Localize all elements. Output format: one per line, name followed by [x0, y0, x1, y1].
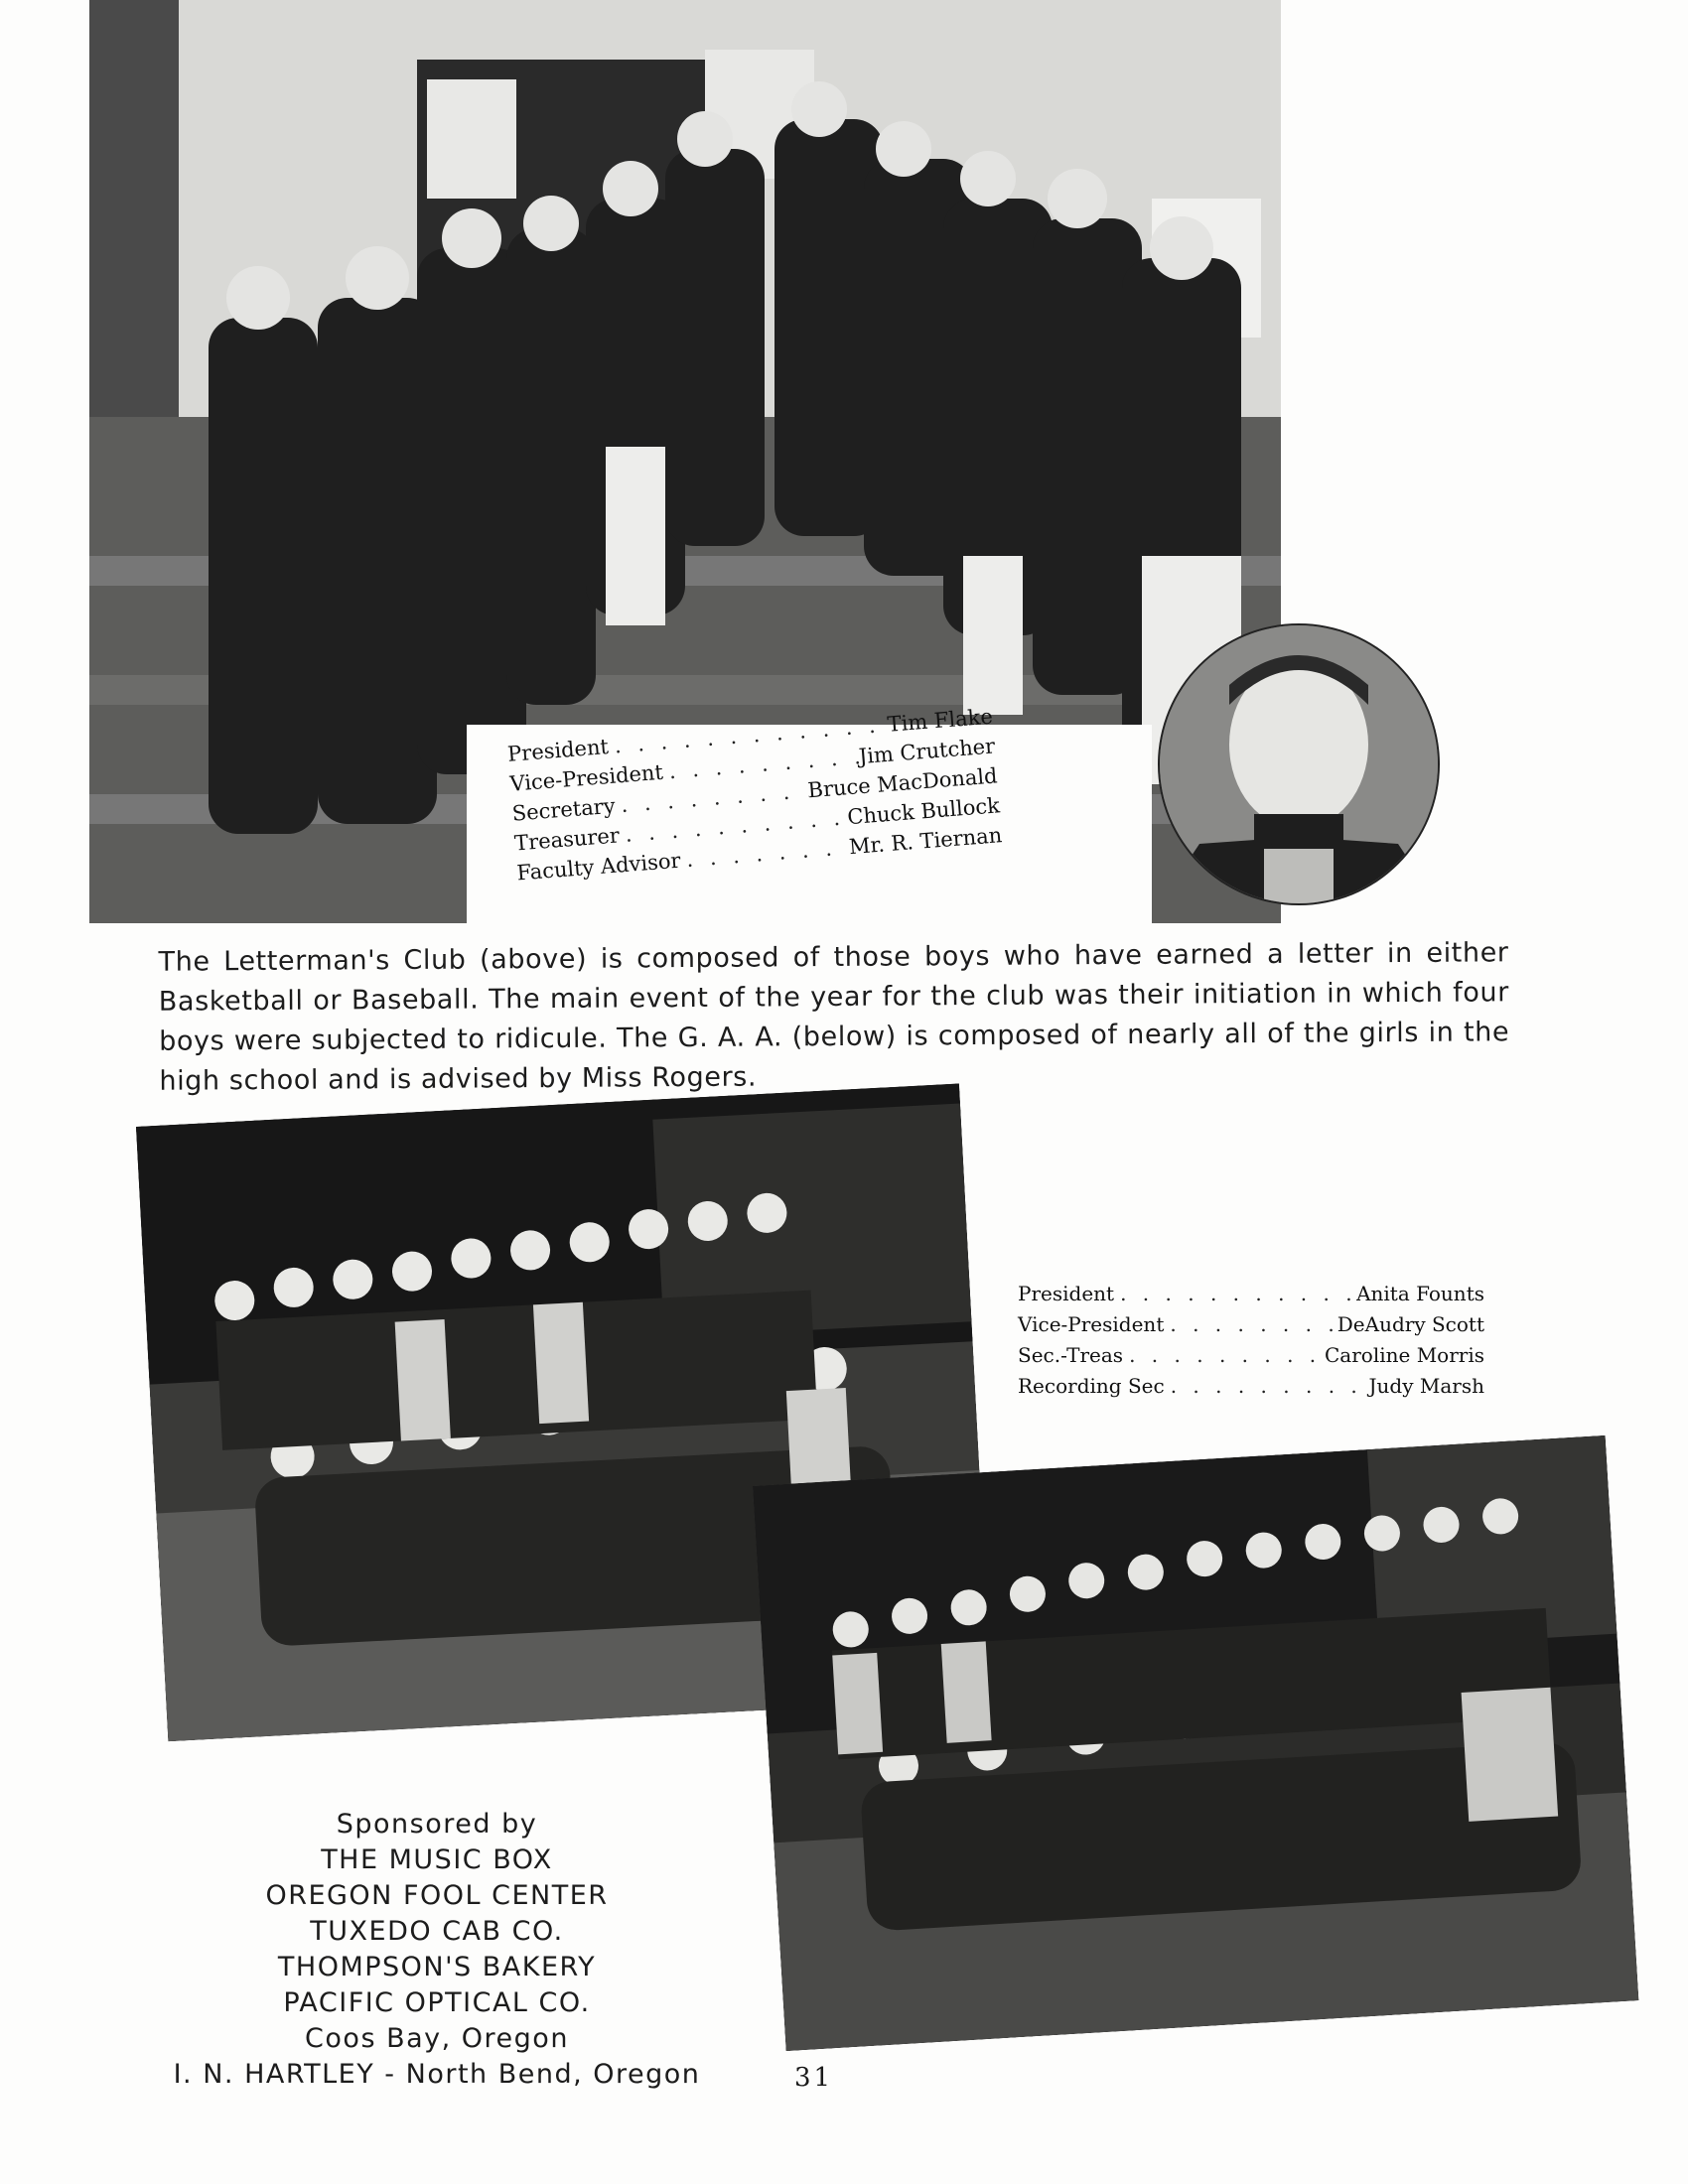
officer-name: Chuck Bullock	[846, 793, 1001, 830]
sponsor-name: THOMPSON'S BAKERY	[277, 1952, 597, 1982]
officer-role: President	[506, 734, 610, 766]
officer-role: Sec.-Treas	[1018, 1343, 1124, 1367]
gaa-photo-2-image	[753, 1435, 1638, 2051]
officer-role: Faculty Advisor	[515, 848, 682, 886]
officer-name: Caroline Morris	[1325, 1343, 1484, 1367]
officer-role: President	[1018, 1282, 1115, 1305]
officer-row	[1018, 1371, 1484, 1402]
officer-role: Recording Sec	[1018, 1374, 1165, 1398]
officer-name: DeAudry Scott	[1336, 1312, 1484, 1336]
officer-role: Vice-President	[508, 759, 664, 796]
page-number: 31	[794, 2063, 834, 2093]
sponsor-name: OREGON FOOL CENTER	[265, 1880, 609, 1911]
sponsor-name: I. N. HARTLEY - North Bend, Oregon	[173, 2059, 701, 2090]
president-portrait	[1160, 625, 1438, 903]
officer-role: Treasurer	[513, 823, 621, 856]
officer-row	[1018, 1309, 1484, 1340]
club-description-paragraph: The Letterman's Club (above) is composed of those boys who have earned a letter in either Basketball or Baseball. The main event of the year for the club was their initiation in which four boys were subjected to ridicule. The G. A. A. (below) is composed of nearly all of the girls in the high school and is advised by Miss Rogers.	[158, 937, 1510, 1097]
portrait-image	[1160, 625, 1438, 903]
officer-role: Vice-President	[1018, 1312, 1165, 1336]
sponsor-location: Coos Bay, Oregon	[305, 2023, 569, 2054]
officer-row	[1018, 1279, 1484, 1309]
officer-name: Tim Flake	[886, 704, 994, 737]
officer-name: Anita Founts	[1356, 1282, 1484, 1305]
sponsor-name: THE MUSIC BOX	[321, 1844, 553, 1875]
officer-role: Secretary	[510, 793, 617, 826]
officer-name: Judy Marsh	[1368, 1374, 1484, 1398]
officer-name: Jim Crutcher	[857, 734, 996, 769]
officer-name: Bruce MacDonald	[806, 763, 999, 803]
sponsor-heading: Sponsored by	[336, 1809, 538, 1840]
gaa-officers-list	[1018, 1279, 1484, 1402]
sponsor-name: TUXEDO CAB CO.	[310, 1916, 564, 1947]
sponsor-name: PACIFIC OPTICAL CO.	[283, 1987, 591, 2018]
sponsor-block	[109, 1807, 765, 2093]
officer-name: Mr. R. Tiernan	[848, 823, 1004, 860]
gaa-group-photo-2	[753, 1435, 1638, 2051]
officer-row	[1018, 1340, 1484, 1371]
